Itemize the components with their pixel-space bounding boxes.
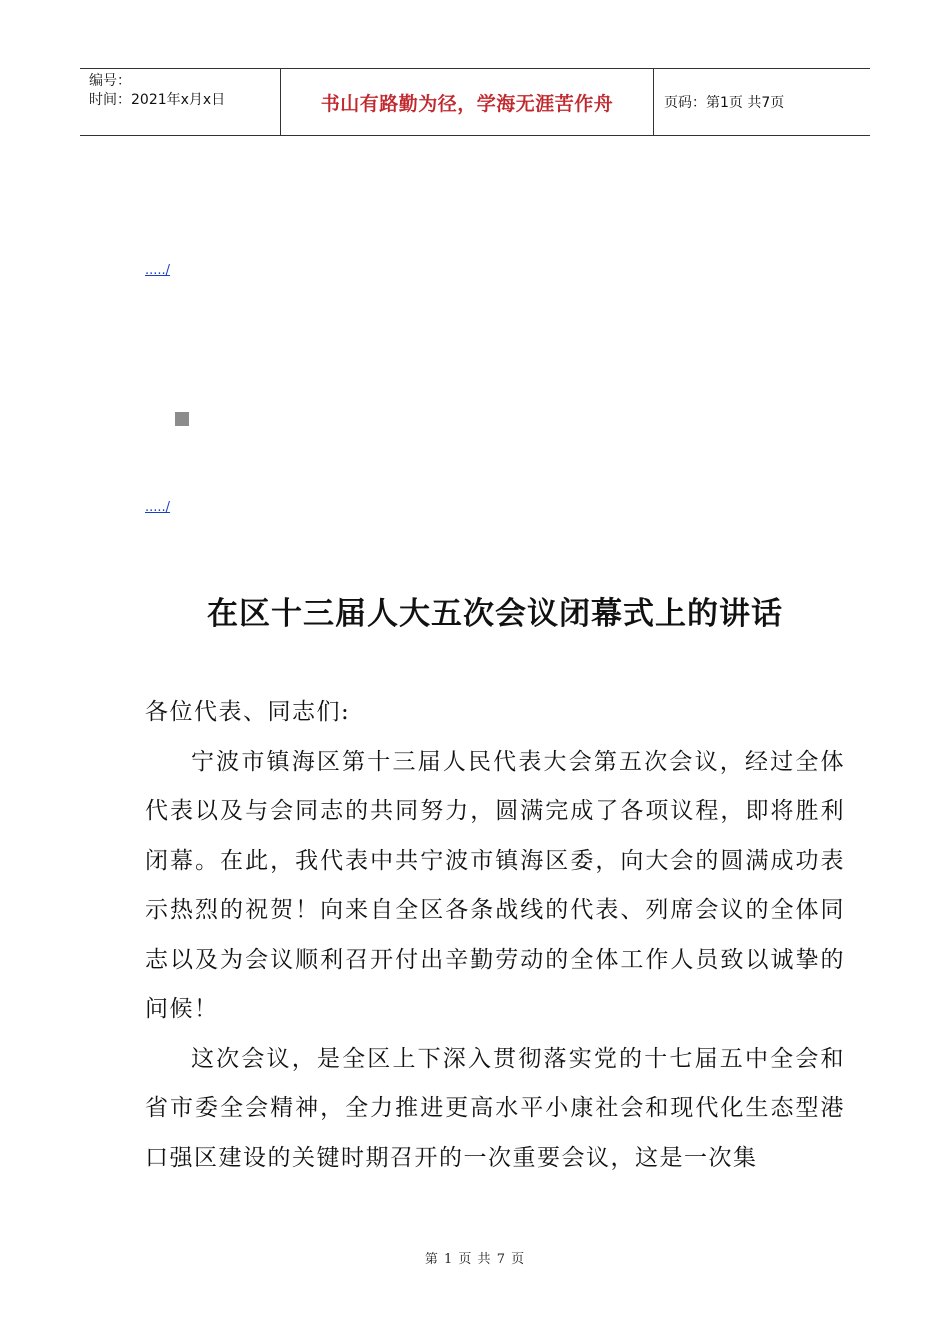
salutation: 各位代表、同志们: xyxy=(145,699,351,725)
header-page-info: 页码：第1页 共7页 xyxy=(664,95,785,111)
paragraph-2: 这次会议，是全区上下深入贯彻落实党的十七届五中全会和省市委全会精神，全力推进更高水平小康社会和现代化生态型港口强区建设的关键时期召开的一次重要会议，这是一次集 xyxy=(145,1045,845,1171)
document-header xyxy=(80,68,870,136)
time-label: 时间：2021年x月x日 xyxy=(89,92,226,108)
header-meta xyxy=(80,69,281,135)
link-1[interactable]: ...../ xyxy=(145,263,171,278)
link-2[interactable]: ...../ xyxy=(145,500,171,515)
document-body xyxy=(145,688,845,1183)
page-footer: 第 1 页 共 7 页 xyxy=(424,1252,526,1267)
document-title: 在区十三届人大五次会议闭幕式上的讲话 xyxy=(207,596,783,632)
image-placeholder-icon xyxy=(175,412,189,426)
paragraph-1: 宁波市镇海区第十三届人民代表大会第五次会议，经过全体代表以及与会同志的共同努力，圆满完成了各项议程，即将胜利闭幕。在此，我代表中共宁波市镇海区委，向大会的圆满成功表示热烈的祝贺！向来自全区各条战线的代表、列席会议的全体同志以及为会议顺利召开付出辛勤劳动的全体工作人员致以诚挚的问候！ xyxy=(145,748,845,1022)
number-label: 编号： xyxy=(89,73,131,89)
header-motto: 书山有路勤为径，学海无涯苦作舟 xyxy=(281,69,654,135)
